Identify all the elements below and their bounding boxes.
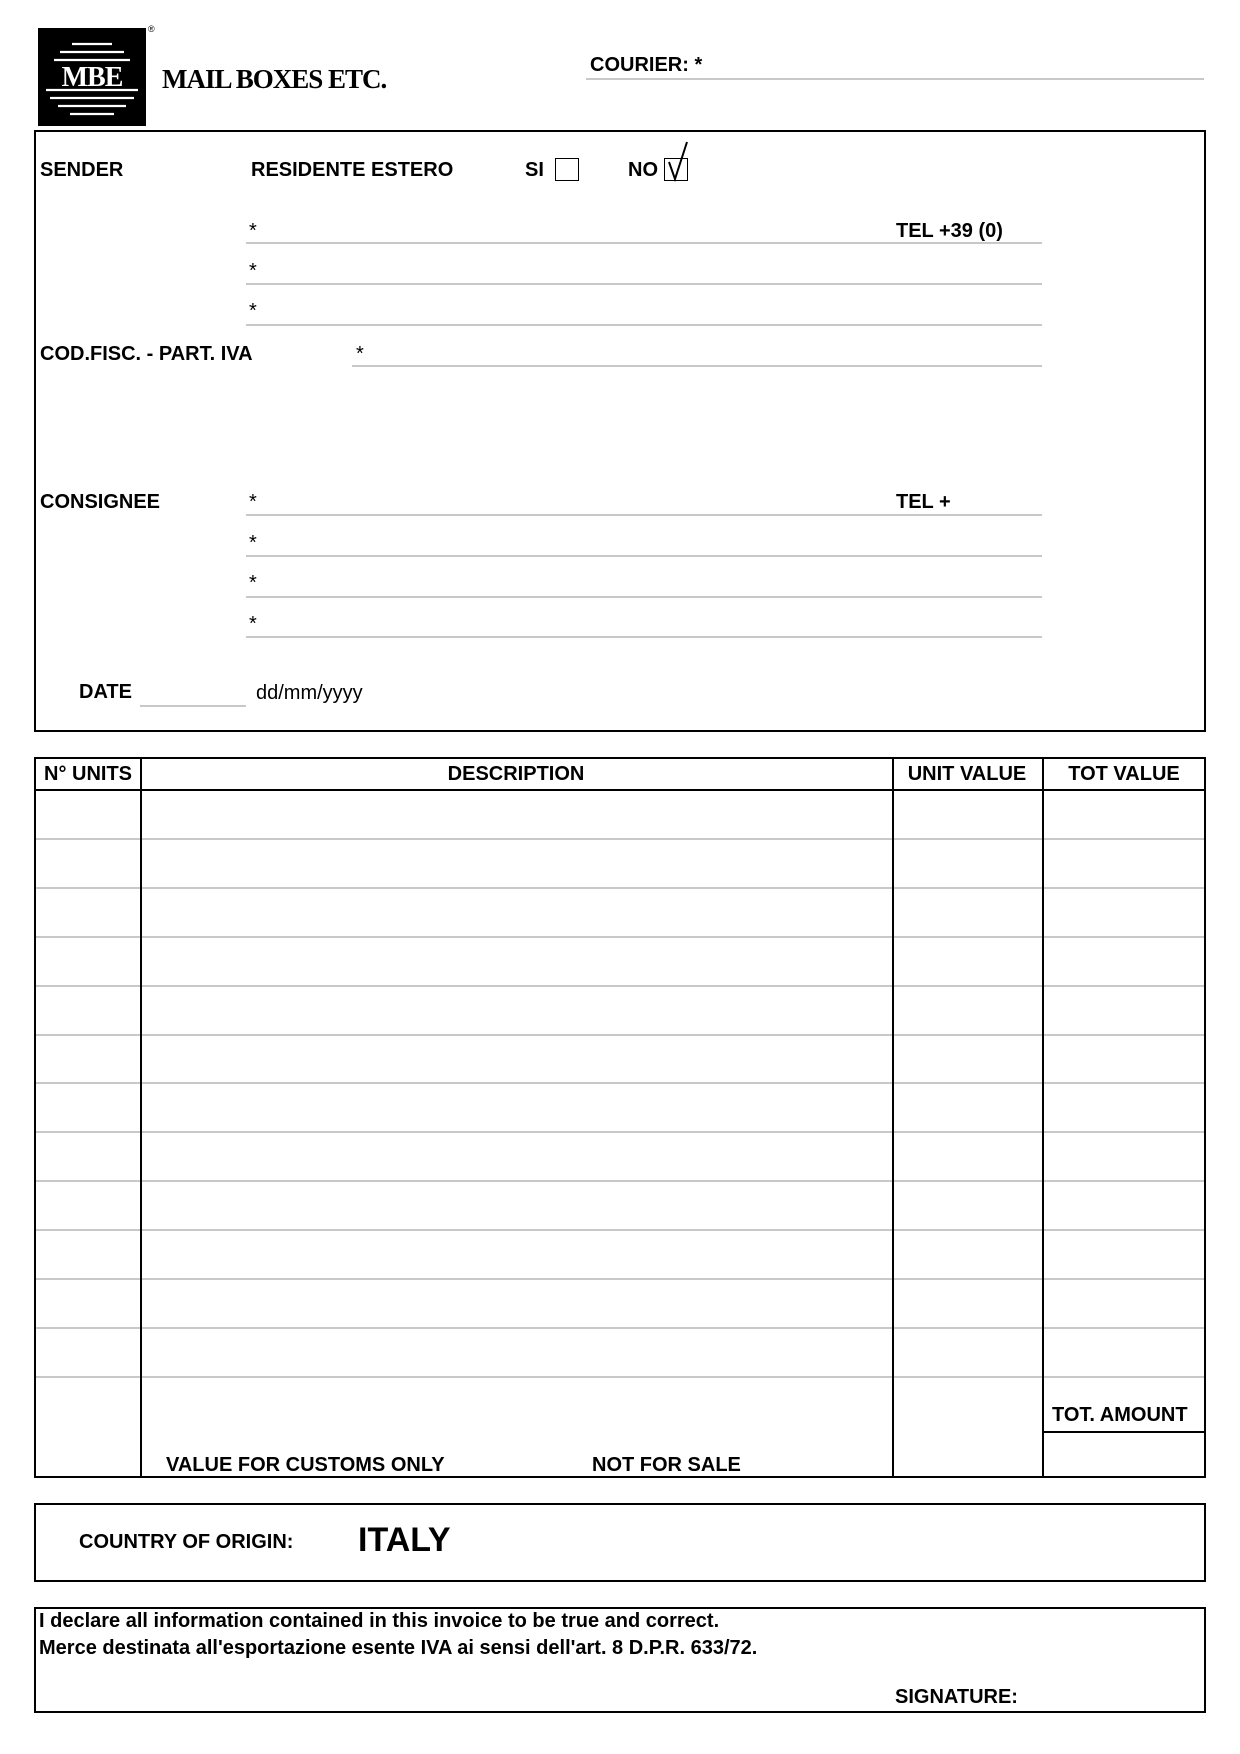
date-field[interactable] <box>140 705 246 707</box>
declaration-line-2: Merce destinata all'esportazione esente IVA ai sensi dell'art. 8 D.P.R. 633/72. <box>39 1637 758 1659</box>
items-table <box>34 757 1206 1478</box>
table-row[interactable] <box>36 1034 1204 1036</box>
si-label: SI <box>525 159 544 181</box>
check-mark-icon <box>660 138 700 188</box>
sender-field-marker: * <box>249 260 257 282</box>
tax-id-field[interactable] <box>352 365 1042 367</box>
consignee-label: CONSIGNEE <box>40 491 161 513</box>
logo-name: MAIL BOXES ETC. <box>162 64 387 94</box>
consignee-name-field[interactable] <box>246 514 1042 516</box>
sender-tel-label: TEL +39 (0) <box>896 220 1003 242</box>
date-format-hint: dd/mm/yyyy <box>256 682 363 704</box>
table-row[interactable] <box>36 1180 1204 1182</box>
total-amount-field[interactable] <box>1044 1433 1204 1476</box>
resident-label: RESIDENTE ESTERO <box>251 159 454 181</box>
sender-address-field[interactable] <box>246 283 1042 285</box>
logo-mark: MBE <box>61 62 123 93</box>
origin-value: ITALY <box>358 1521 451 1559</box>
consignee-field-marker: * <box>249 532 257 554</box>
column-divider <box>140 759 142 1476</box>
column-divider <box>892 759 894 1476</box>
no-label: NO <box>628 159 658 181</box>
consignee-tel-label: TEL + <box>896 491 951 513</box>
customs-note: VALUE FOR CUSTOMS ONLY <box>166 1454 445 1476</box>
declaration-line-1: I declare all information contained in this invoice to be true and correct. <box>39 1610 720 1632</box>
sender-label: SENDER <box>40 159 124 181</box>
sender-city-field[interactable] <box>246 324 1042 326</box>
table-row[interactable] <box>36 936 1204 938</box>
tax-id-marker: * <box>356 343 364 365</box>
table-row[interactable] <box>36 1229 1204 1231</box>
table-row[interactable] <box>36 1327 1204 1329</box>
origin-label: COUNTRY OF ORIGIN: <box>79 1531 294 1553</box>
signature-field[interactable] <box>1030 1680 1200 1710</box>
si-checkbox[interactable] <box>555 158 579 181</box>
header-unit-value: UNIT VALUE <box>907 763 1027 785</box>
table-row[interactable] <box>36 1082 1204 1084</box>
signature-label: SIGNATURE: <box>895 1686 1018 1708</box>
consignee-address-field[interactable] <box>246 555 1042 557</box>
tax-id-label: COD.FISC. - PART. IVA <box>40 343 253 365</box>
table-row[interactable] <box>36 838 1204 840</box>
consignee-country-field[interactable] <box>246 636 1042 638</box>
consignee-field-marker: * <box>249 491 257 513</box>
header-description: DESCRIPTION <box>447 763 585 785</box>
consignee-field-marker: * <box>249 613 257 635</box>
header-units: N° UNITS <box>44 763 132 785</box>
sender-name-field[interactable] <box>246 242 1042 244</box>
courier-label: COURIER: * <box>590 54 703 76</box>
table-row[interactable] <box>36 1131 1204 1133</box>
date-label: DATE <box>79 681 132 703</box>
table-row[interactable] <box>36 1278 1204 1280</box>
total-amount-label: TOT. AMOUNT <box>1052 1404 1188 1426</box>
header-divider <box>36 789 1204 791</box>
consignee-city-field[interactable] <box>246 596 1042 598</box>
column-divider <box>1042 759 1044 1476</box>
sender-field-marker: * <box>249 220 257 242</box>
consignee-field-marker: * <box>249 572 257 594</box>
table-row[interactable] <box>36 1376 1204 1378</box>
logo-registered-mark: ® <box>148 24 155 34</box>
mbe-logo <box>38 28 146 126</box>
courier-field[interactable] <box>586 78 1204 80</box>
table-row[interactable] <box>36 985 1204 987</box>
sale-note: NOT FOR SALE <box>592 1454 741 1476</box>
table-row[interactable] <box>36 887 1204 889</box>
sender-field-marker: * <box>249 300 257 322</box>
header-tot-value: TOT VALUE <box>1068 763 1180 785</box>
address-section <box>34 130 1206 732</box>
